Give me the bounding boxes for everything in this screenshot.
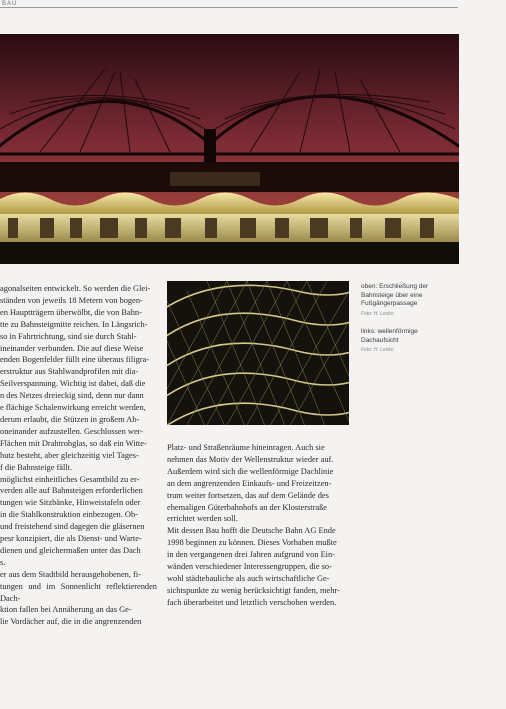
- text-line: trum weiter fortsetzen, das auf dem Gelände des: [167, 490, 329, 500]
- station-roof-photo: [0, 34, 459, 264]
- text-line: nehmen das Motiv der Wellenstruktur wieder auf.: [167, 454, 334, 464]
- text-line: sichtspunkte zu wenig berücksichtigt fanden, mehr-: [167, 585, 340, 595]
- text-line: lie Vordächer auf, die in die angrenzenden: [0, 617, 142, 627]
- text-line: ständen von jeweils 18 Metern von bogen-: [0, 295, 143, 305]
- text-line: oneinander aufzustellen. Geschlossen wer-: [0, 426, 144, 436]
- text-line: 1998 beginnen zu können. Dieses Vorhaben mußte: [167, 538, 337, 548]
- text-line: so in Fahrtrichtung, sind sie durch Stahl-: [0, 331, 137, 341]
- text-line: Außerdem wird sich die wellenförmige Dachlinie: [167, 466, 334, 476]
- header-rule: [0, 7, 458, 8]
- wave-roof-photo: [167, 281, 349, 425]
- text-line: möglichst einheitliches Gesamtbild zu er-: [0, 474, 140, 484]
- text-line: er aus dem Stadtbild herausgehobenen, fi-: [0, 569, 141, 579]
- text-line: Platz- und Straßenräume hineinragen. Auch sie: [167, 443, 325, 452]
- station-roof-photo-icon: [0, 34, 459, 264]
- text-line: dienen und gleichermaßen unter das Dach: [0, 545, 141, 555]
- text-line: f die Bahnsteige fällt.: [0, 462, 73, 472]
- text-line: enden Bogenfelder füllt eine überaus filigra-: [0, 355, 150, 365]
- photo-credit: Foto: H. Lesko: [361, 347, 394, 354]
- text-line: fach überarbeitet und letztlich verschoben werden.: [167, 597, 337, 607]
- text-line: in den vergangenen drei Jahren aufgrund von Ein-: [167, 550, 335, 560]
- text-line: verden alle auf Bahnsteigen erforderlichen: [0, 486, 143, 496]
- text-line: errichtet werden soll.: [167, 514, 238, 524]
- text-line: wohl städtebauliche als auch wirtschaftliche Ge-: [167, 573, 330, 583]
- caption-text: oben: Erschließung der Bahnsteige über eine Fußgängerpassage: [361, 283, 429, 308]
- caption-top: [361, 283, 456, 318]
- text-line: agonalseiten entwickelt. So werden die Glei-: [0, 284, 151, 293]
- text-line: und freistehend sind dagegen die gläsernen: [0, 522, 145, 532]
- caption-text: links: wellenförmige Dachaufsicht: [361, 328, 418, 344]
- text-line: Mit dessen Bau hofft die Deutsche Bahn AG Ende: [167, 526, 336, 536]
- photo-credit: Foto: H. Lesko: [361, 310, 394, 317]
- text-line: ehemaligen Güterbahnhofs an der Klosterstraße: [167, 502, 327, 512]
- text-line: en Hauptträgern überwölbt, die von Bahn-: [0, 307, 142, 317]
- text-line: Flächen mit Drahtrohglas, so daß ein Witte-: [0, 438, 147, 448]
- text-line: pesr konzipiert, die als Dienst- und Warte-: [0, 534, 142, 544]
- text-line: n des Netzes dreieckig sind, denn nur dann: [0, 391, 144, 401]
- text-line: ktion fallen bei Annäherung an das Ge-: [0, 605, 132, 615]
- wave-roof-photo-icon: [167, 281, 349, 425]
- text-line: tungen und im Sonnenlicht reflektierenden Dach-: [0, 581, 157, 603]
- text-line: tte zu Bahnsteigmitte reichen. In Längsrich-: [0, 319, 148, 329]
- text-line: erstruktur aus Stahlwandprofilen mit dia-: [0, 367, 139, 377]
- text-line: tungen wie Sitzbänke, Hinweistafeln oder: [0, 498, 141, 508]
- article-column-left: [0, 283, 157, 628]
- text-line: e flächige Schalenwirkung erreicht werden,: [0, 403, 146, 413]
- text-line: in die Stahlkonstruktion einbezogen. Ob-: [0, 510, 138, 520]
- article-column-middle: [167, 442, 350, 609]
- text-line: ineinander verbunden. Die auf diese Weise: [0, 343, 144, 353]
- text-line: wänden verschiedener Interessengruppen, die so-: [167, 562, 332, 572]
- text-line: hutz besteht, aber gleichzeitig viel Tages-: [0, 450, 139, 460]
- text-line: s.: [0, 557, 6, 567]
- text-line: Seilverspannung. Wichtig ist dabei, daß die: [0, 379, 146, 389]
- text-line: an dem angrenzenden Einkaufs- und Freizeitzen-: [167, 478, 332, 488]
- running-head: BAU: [2, 1, 18, 7]
- caption-bottom: [361, 328, 456, 355]
- text-line: derum erlaubt, die Stützen in großem Ab-: [0, 414, 140, 424]
